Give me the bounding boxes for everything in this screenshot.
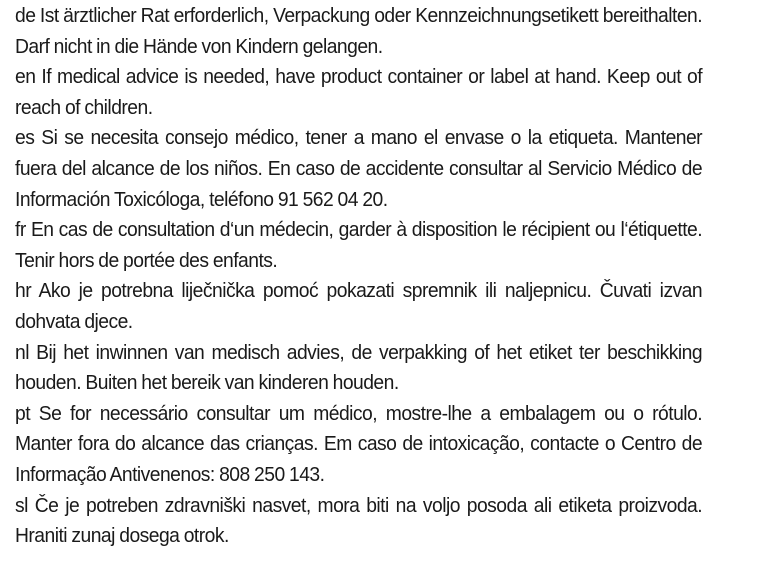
paragraph-text: Bij het inwinnen van medisch advies, de verpakking of het etiket ter beschikking houden. Buiten het bereik van kinderen houden. <box>15 341 703 395</box>
paragraph-nl <box>15 338 702 399</box>
paragraph-text: En cas de consultation d‘un médecin, garder à disposition le récipient ou l‘étiquette. Tenir hors de portée des enfants. <box>15 219 703 272</box>
language-code: hr <box>15 280 32 303</box>
language-code: de <box>15 5 36 27</box>
safety-text-block <box>15 0 702 552</box>
paragraph-hr <box>15 276 702 337</box>
language-code: es <box>15 127 35 150</box>
language-code: fr <box>15 219 26 242</box>
language-code: pt <box>15 402 31 425</box>
paragraph-sl <box>15 491 702 552</box>
paragraph-text: Ist ärztlicher Rat erforderlich, Verpackung oder Kennzeichnungsetikett bereithalten. Darf nicht in die Hände von Kindern gelangen. <box>15 5 703 58</box>
paragraph-es <box>15 123 702 215</box>
paragraph-text: Se for necessário consultar um médico, mostre-lhe a embalagem ou o rótulo. Manter fora do alcance das crianças. Em caso de intoxicação, contacte o Centro de Informação Antivenenos: 808 250 143. <box>15 402 703 486</box>
paragraph-text: Si se necesita consejo médico, tener a mano el envase o la etiqueta. Mantener fuera del alcance de los niños. En caso de accidente consultar al Servicio Médico de Información Toxicóloga, teléfono 91 562 04 20. <box>15 127 703 211</box>
paragraph-en <box>15 62 702 123</box>
paragraph-text: Ako je potrebna liječnička pomoć pokazati spremnik ili naljepnicu. Čuvati izvan dohvata djece. <box>15 280 703 333</box>
language-code: sl <box>15 494 28 517</box>
paragraph-fr <box>15 215 702 276</box>
language-code: nl <box>15 341 29 364</box>
language-code: en <box>15 66 36 89</box>
paragraph-text: If medical advice is needed, have product container or label at hand. Keep out of reach of children. <box>15 66 703 119</box>
paragraph-pt <box>15 399 702 491</box>
paragraph-text: Če je potreben zdravniški nasvet, mora biti na voljo posoda ali etiketa proizvoda. Hraniti zunaj dosega otrok. <box>15 494 703 548</box>
paragraph-de <box>15 1 702 62</box>
